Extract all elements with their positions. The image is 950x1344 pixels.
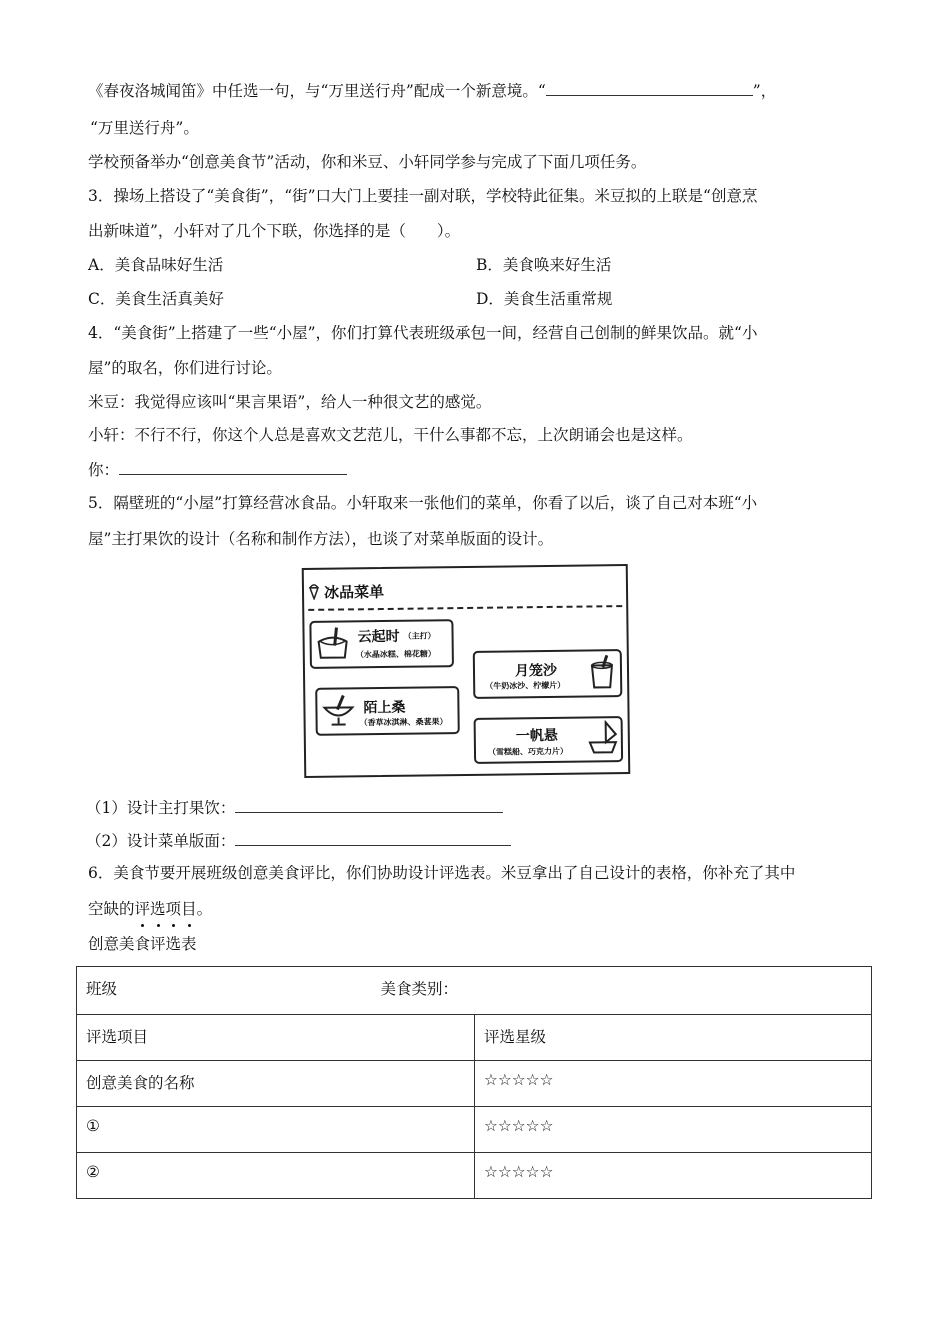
line-1-end: ”，: [752, 82, 777, 100]
category-label: 美食类别：: [380, 980, 459, 998]
row-3-stars[interactable]: ☆☆☆☆☆: [475, 1153, 872, 1199]
question-6-line-2: [88, 898, 212, 920]
table-info-row: [77, 967, 872, 1015]
cup-icon: [587, 653, 617, 689]
ice-menu-image: [302, 564, 631, 778]
item-3-name: 陌上桑: [363, 699, 406, 717]
emphasis-char-1: 评: [134, 900, 151, 918]
line-1: [88, 79, 776, 102]
class-label: 班级: [86, 980, 118, 998]
question-4-line-2: 屋”的取名，你们进行讨论。: [88, 359, 282, 377]
menu-card-2: [473, 649, 623, 699]
question-4-line-1: 4．“美食街”上搭建了一些“小屋”，你们打算代表班级承包一间，经营自己创制的鲜果饮品。就“小: [88, 324, 758, 342]
line-2: “万里送行舟”。: [90, 119, 199, 137]
item-4-name: 一帆悬: [515, 727, 558, 745]
question-5-line-2: 屋”主打果饮的设计（名称和制作方法），也谈了对菜单版面的设计。: [88, 530, 554, 548]
menu-card-1: [309, 619, 454, 669]
q6-pre: 空缺的: [88, 900, 135, 918]
menu-card-3: [315, 686, 460, 736]
question-3-line-1: 3．操场上搭设了“美食街”，“街”口大门上要挂一副对联，学校特此征集。米豆拟的上联是“创意烹: [88, 187, 758, 205]
question-5-part-1: [86, 796, 503, 819]
row-2-stars[interactable]: ☆☆☆☆☆: [475, 1107, 872, 1153]
question-5-line-1: 5．隔壁班的“小屋”打算经营冰食品。小轩取来一张他们的菜单，你看了以后，谈了自己对本班“小: [88, 494, 758, 512]
evaluation-table: [76, 966, 872, 1199]
you-label: 你：: [88, 461, 120, 479]
ice-cream-icon: [308, 582, 320, 600]
table-header-row: [77, 1015, 872, 1061]
emphasis-char-4: 目: [181, 900, 197, 918]
row-3-item[interactable]: ②: [77, 1153, 475, 1199]
ice-cream-bowl-icon: [321, 693, 355, 727]
row-1-item: 创意美食的名称: [77, 1061, 475, 1107]
cake-bowl-icon: [314, 625, 350, 659]
table-caption: 创意美食评选表: [88, 935, 197, 953]
emphasis-char-2: 选: [150, 900, 166, 918]
you-line: [88, 458, 347, 481]
table-row: [77, 1107, 872, 1153]
q5-2-label: （2）设计菜单版面：: [86, 832, 236, 850]
midou-dialogue: 米豆：我觉得应该叫“果言果语”，给人一种很文艺的感觉。: [88, 393, 492, 411]
header-rating: 评选星级: [475, 1015, 872, 1061]
line-3: 学校预备举办“创意美食节”活动，你和米豆、小轩同学参与完成了下面几项任务。: [88, 153, 647, 171]
answer-blank-drink[interactable]: [235, 796, 503, 813]
q5-1-label: （1）设计主打果饮：: [86, 799, 236, 817]
q6-post: 。: [196, 900, 213, 918]
menu-card-4: [474, 716, 624, 764]
item-4-desc: （雪糕船、巧克力片）: [487, 746, 569, 757]
answer-blank-menu-layout[interactable]: [235, 829, 511, 846]
answer-blank-you[interactable]: [119, 458, 347, 475]
item-1-name: 云起时: [357, 628, 400, 646]
table-row: [77, 1061, 872, 1107]
xiaoxuan-dialogue: 小轩：不行不行，你这个人总是喜欢文艺范儿，干什么事都不忘，上次朗诵会也是这样。: [88, 426, 693, 444]
option-d[interactable]: D．美食生活重常规: [476, 290, 613, 308]
option-c[interactable]: C．美食生活真美好: [88, 290, 224, 308]
item-2-name: 月笼沙: [514, 662, 558, 680]
item-2-desc: （牛奶冰沙、柠檬片）: [485, 680, 566, 691]
question-5-part-2: [86, 829, 511, 852]
question-3-line-2: 出新味道”，小轩对了几个下联，你选择的是（ ）。: [88, 222, 461, 240]
row-1-stars[interactable]: ☆☆☆☆☆: [475, 1061, 872, 1107]
menu-title: 冰品菜单: [323, 582, 385, 602]
item-3-desc: （香草冰淇淋、桑葚果）: [359, 717, 448, 728]
boat-icon: [588, 720, 618, 754]
row-2-item[interactable]: ①: [77, 1107, 475, 1153]
item-1-desc: （水晶冰糕、棉花糖）: [355, 649, 436, 660]
option-a[interactable]: A．美食品味好生活: [88, 256, 224, 274]
table-row: [77, 1153, 872, 1199]
menu-divider: [308, 605, 622, 611]
header-item: 评选项目: [77, 1015, 475, 1061]
question-6-line-1: 6．美食节要开展班级创意美食评比，你们协助设计评选表。米豆拿出了自己设计的表格，你补充了其中: [88, 864, 796, 882]
line-1-text: 《春夜洛城闻笛》中任选一句，与“万里送行舟”配成一个新意境。“: [88, 82, 546, 100]
answer-blank-couplet[interactable]: [546, 79, 753, 96]
option-b[interactable]: B．美食唤来好生活: [476, 256, 612, 274]
emphasis-char-3: 项: [165, 900, 182, 918]
item-1-tag: （主打）: [403, 631, 436, 641]
